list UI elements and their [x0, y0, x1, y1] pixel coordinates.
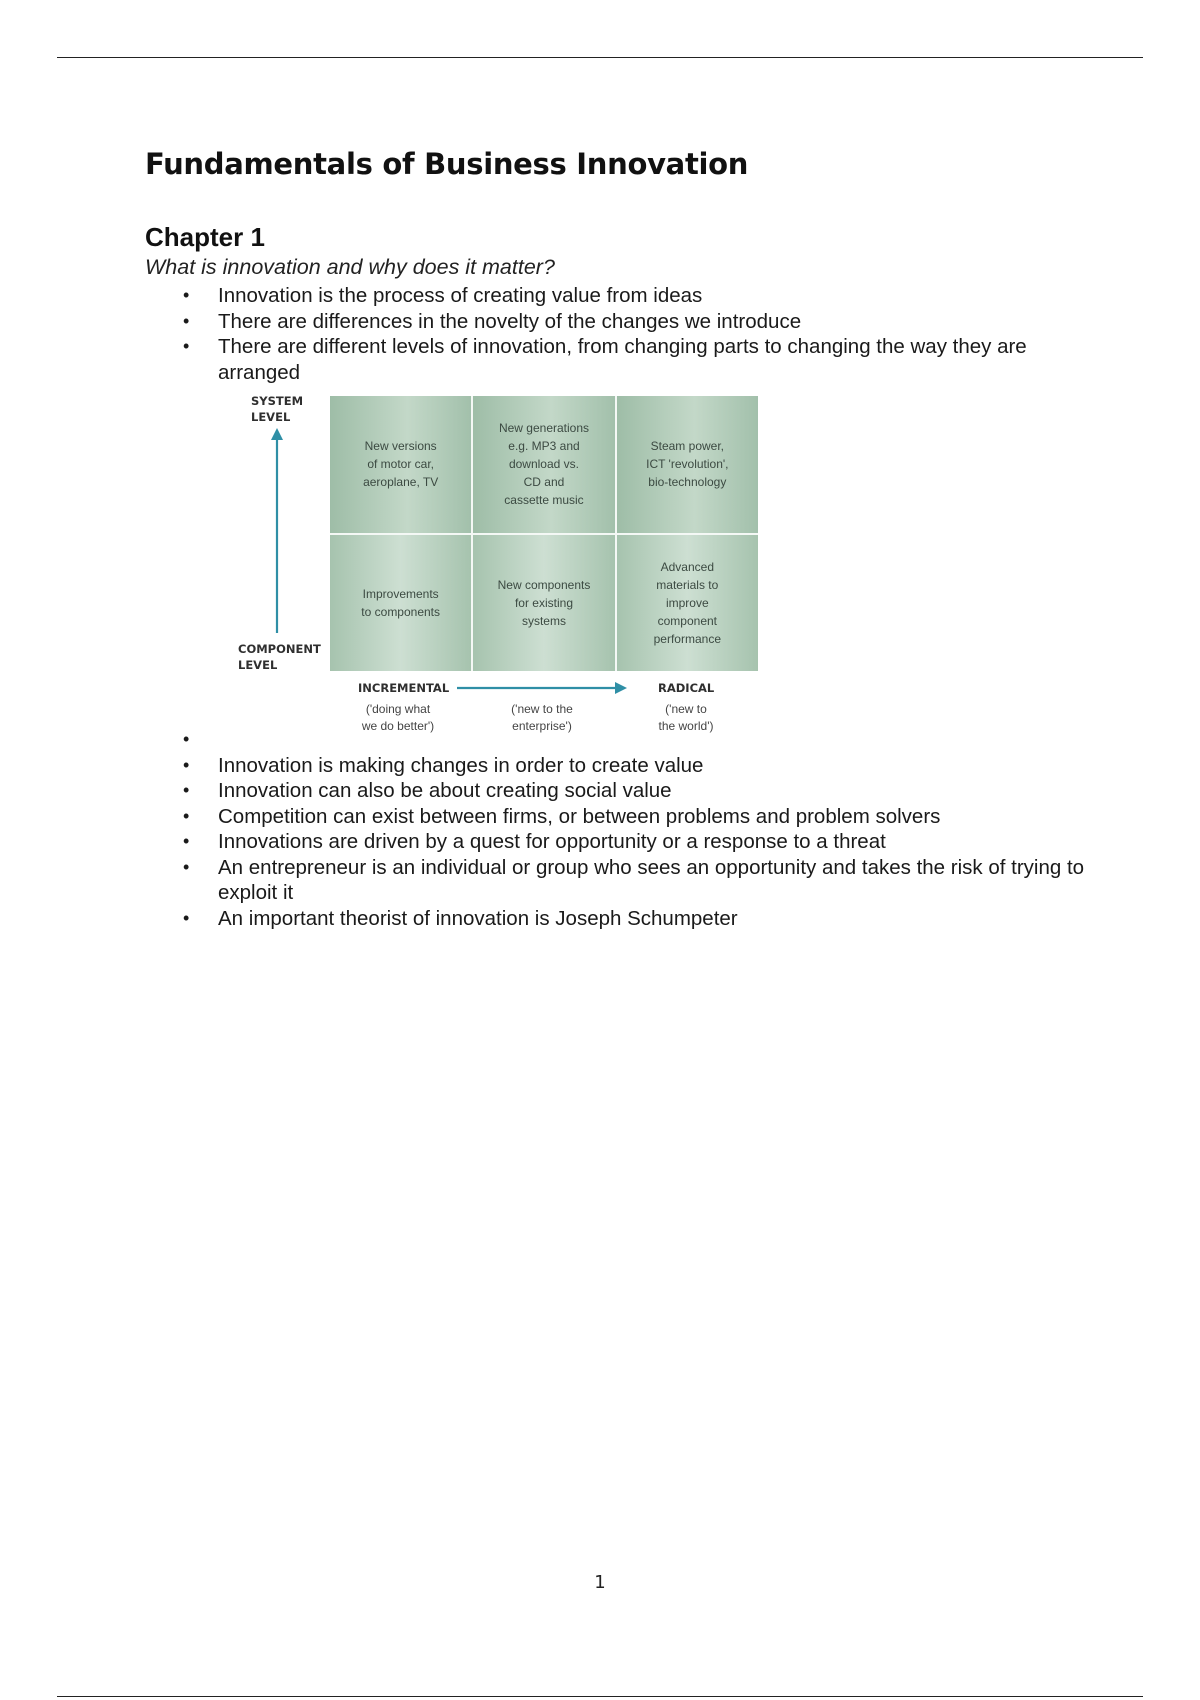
bullet-marker: • — [183, 310, 190, 331]
y-axis-bottom-label: COMPONENT LEVEL — [238, 642, 321, 672]
page-number: 1 — [594, 1572, 606, 1593]
bullet-marker: • — [183, 754, 190, 775]
list-item-text: An entrepreneur is an individual or group who sees an opportunity and takes the risk of trying to exploit it — [218, 855, 1085, 904]
bullet-list-intro — [145, 283, 1098, 385]
grid-cell: New components for existing systems — [473, 535, 614, 672]
list-item — [145, 727, 1098, 753]
list-item-text: There are differences in the novelty of the changes we introduce — [218, 309, 802, 333]
list-item — [145, 829, 1098, 855]
x-axis-note: ('new to the world') — [658, 702, 714, 733]
innovation-matrix-figure — [225, 393, 765, 738]
footer-rule — [57, 1696, 1143, 1697]
bullet-marker: • — [183, 285, 190, 305]
list-item — [145, 309, 1098, 335]
bullet-marker: • — [183, 856, 190, 877]
grid-cell: Steam power, ICT 'revolution', bio-technology — [617, 396, 758, 533]
list-item-text: Innovation is the process of creating value from ideas — [218, 284, 703, 307]
horizontal-arrowhead — [615, 682, 627, 694]
list-item — [145, 804, 1098, 830]
list-item — [145, 855, 1098, 906]
x-axis-right-label: RADICAL — [658, 681, 715, 695]
x-axis-left-label: INCREMENTAL — [358, 681, 450, 695]
list-item-text: Innovation is making changes in order to create value — [218, 753, 704, 777]
bullet-marker: • — [183, 336, 190, 356]
bullet-marker: • — [183, 805, 190, 826]
chapter-heading: Chapter 1 — [145, 222, 265, 252]
grid-cell: Advanced materials to improve component performance — [617, 535, 758, 672]
header-rule — [57, 57, 1143, 58]
vertical-arrowhead — [271, 428, 283, 440]
grid-cell: New generations e.g. MP3 and download vs. CD and cassette music — [473, 396, 614, 533]
y-axis-top-label: SYSTEM LEVEL — [251, 394, 304, 424]
list-item — [145, 334, 1098, 385]
list-item-text: Innovation can also be about creating social value — [218, 779, 672, 802]
document-title: Fundamentals of Business Innovation — [145, 147, 749, 181]
bullet-marker: • — [183, 780, 190, 800]
list-item-text: Competition can exist between firms, or between problems and problem solvers — [218, 804, 941, 828]
bullet-marker: • — [183, 729, 190, 749]
list-item-text: There are different levels of innovation, from changing parts to changing the way they are arranged — [218, 335, 1027, 384]
x-axis-note: ('new to the enterprise') — [511, 702, 573, 733]
grid-cell: New versions of motor car, aeroplane, TV — [330, 396, 471, 533]
list-item — [145, 283, 1098, 309]
chapter-subtitle: What is innovation and why does it matter? — [145, 255, 555, 279]
list-item — [145, 753, 1098, 779]
bullet-marker: • — [183, 907, 190, 928]
x-axis-note: ('doing what we do better') — [361, 702, 435, 733]
bullet-list-definitions — [145, 727, 1098, 931]
list-item-text: Innovations are driven by a quest for opportunity or a response to a threat — [218, 830, 886, 853]
list-item — [145, 778, 1098, 804]
list-item — [145, 906, 1098, 932]
bullet-marker: • — [183, 831, 190, 851]
innovation-grid — [330, 396, 758, 671]
grid-cell: Improvements to components — [330, 535, 471, 672]
list-item-text: An important theorist of innovation is Joseph Schumpeter — [218, 906, 738, 930]
